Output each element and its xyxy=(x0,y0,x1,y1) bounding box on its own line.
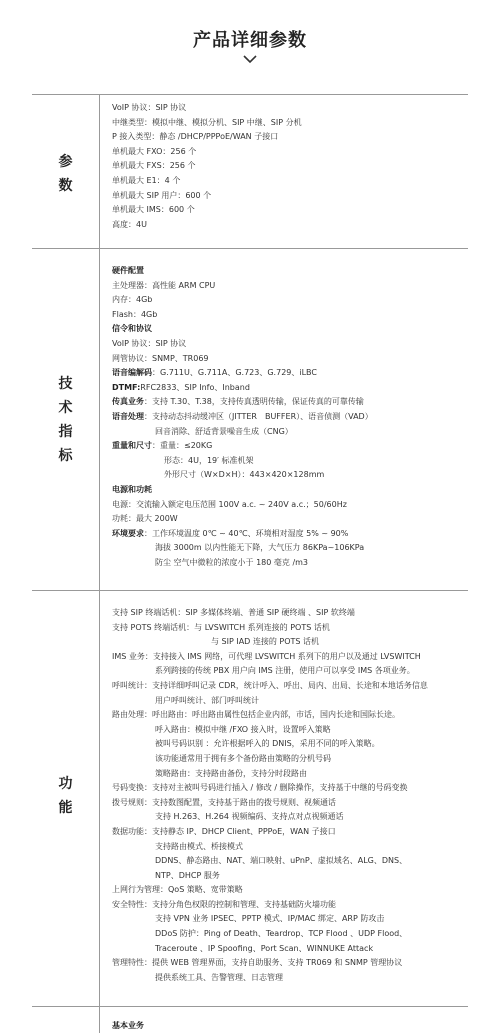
func-line: 路由处理：呼出路由：呼出路由属性包括企业内部，市话，国内长途和国际长途。 xyxy=(112,710,400,720)
label-char: 功 xyxy=(58,776,73,792)
divider xyxy=(99,94,100,248)
func-line: 安全特性：支持分角色权限的控制和管理、支持基础防火墙功能 xyxy=(112,899,336,909)
func-line: DDoS 防护：Ping of Death、Teardrop、TCP Flood 、UDP Flood、 xyxy=(155,929,408,939)
divider xyxy=(99,1006,100,1033)
func-list xyxy=(112,606,467,985)
func-line: 支持路由模式、桥接模式 xyxy=(155,841,243,851)
func-line: 号码变换：支持对主被叫号码进行插入 / 修改 / 删除操作，支持基于中继的号码变换 xyxy=(112,783,408,793)
divider xyxy=(32,1006,468,1007)
tech-weight xyxy=(112,439,467,454)
fax-value: ：支持 T.30、T.38，支持传真透明传输，保证传真的可靠传输 xyxy=(144,397,364,407)
codec-label: 语音编解码 xyxy=(112,368,152,378)
tech-power-in: 电源：交流输入额定电压范围 100V a.c. ~ 240V a.c.；50/60Hz xyxy=(112,499,347,509)
func-line: IMS 业务：支持接入 IMS 网络，可代理 LVSWITCH 系列下的用户以及通过 LVSWITCH xyxy=(112,651,421,661)
tech-dtmf xyxy=(112,381,467,396)
tech-cpu: 主处理器：高性能 ARM CPU xyxy=(112,280,216,290)
tech-voice xyxy=(112,410,467,425)
label-char: 术 xyxy=(58,400,73,416)
func-line: 用户呼叫统计、部门呼叫统计 xyxy=(155,695,259,705)
param-ims: 单机最大 IMS：600 个 xyxy=(112,205,195,215)
func-line: 支持 SIP 终端话机：SIP 多媒体终端、普通 SIP 硬终端 、SIP 软终端 xyxy=(112,608,355,617)
func-line: 拨号规则：支持数图配置，支持基于路由的拨号规则、视频通话 xyxy=(112,797,336,807)
basic-list xyxy=(112,1019,467,1033)
tech-dims: 外形尺寸（W×D×H）：443×420×128mm xyxy=(164,470,325,480)
func-line: 管理特性：提供 WEB 管理界面，支持自助服务、支持 TR069 和 SNMP 管理协议 xyxy=(112,958,403,968)
tech-voip: VoIP 协议：SIP 协议 xyxy=(112,338,187,348)
params-list xyxy=(112,101,467,232)
func-line: 该功能通常用于拥有多个备份路由策略的分机号码 xyxy=(155,753,331,763)
func-line: 上网行为管理：QoS 策略、宽带策略 xyxy=(112,885,243,895)
tech-voice-2: 回音消除、舒适背景噪音生成（CNG） xyxy=(155,426,293,436)
label-char: 指 xyxy=(58,424,73,440)
label-char: 参 xyxy=(58,154,73,170)
tech-power-max: 功耗：最大 200W xyxy=(112,514,178,524)
param-e1: 单机最大 E1：4 个 xyxy=(112,175,181,185)
func-line: NTP、DHCP 服务 xyxy=(155,870,220,880)
func-line: 数据功能：支持静态 IP、DHCP Client、PPPoE，WAN 子接口 xyxy=(112,826,336,836)
func-line: DDNS、静态路由、NAT、端口映射、uPnP、虚拟域名、ALG、DNS、 xyxy=(155,856,408,866)
func-line: 与 SIP IAD 连接的 POTS 话机 xyxy=(211,637,320,647)
tech-fax xyxy=(112,395,467,410)
func-line: 呼入路由：模拟中继 /FXO 接入时，设置呼入策略 xyxy=(155,724,331,734)
chevron-down-icon[interactable] xyxy=(243,54,257,64)
tech-env xyxy=(112,527,467,542)
dtmf-label: DTMF: xyxy=(112,382,141,392)
func-line: 提供系统工具、告警管理、日志管理 xyxy=(155,972,283,982)
param-fxs: 单机最大 FXS：256 个 xyxy=(112,161,196,171)
func-line: 策略路由：支持路由备份，支持分时段路由 xyxy=(155,768,307,778)
divider xyxy=(32,590,468,591)
sig-heading: 信令和协议 xyxy=(112,324,152,334)
voice-label: 语音处理 xyxy=(112,411,144,421)
section-label-tech xyxy=(32,372,99,468)
weight-value: ：重量：≤20KG xyxy=(152,441,213,451)
param-height: 高度：4U xyxy=(112,219,147,229)
dtmf-value: RFC2833、SIP Info、Inband xyxy=(140,382,250,392)
label-char: 标 xyxy=(58,448,73,464)
func-line: 被叫号码识别 ：允许根据呼入的 DNIS，采用不同的呼入策略。 xyxy=(155,739,380,749)
divider xyxy=(99,248,100,590)
label-char: 技 xyxy=(58,376,73,392)
tech-netproto: 网管协议：SNMP、TR069 xyxy=(112,353,209,363)
section-label-params xyxy=(32,150,99,198)
tech-flash: Flash：4Gb xyxy=(112,309,158,319)
weight-label: 重量和尺寸 xyxy=(112,441,152,451)
func-line: 支持 VPN 业务 IPSEC、PPTP 模式、IP/MAC 绑定、ARP 防攻击 xyxy=(155,914,385,924)
func-line: 系列跨接的传统 PBX 用户向 IMS 注册，使用户可以享受 IMS 各项业务。 xyxy=(155,666,415,676)
label-char: 数 xyxy=(58,178,73,194)
basic-heading: 基本业务 xyxy=(112,1021,144,1030)
divider xyxy=(32,94,468,95)
power-heading: 电源和功耗 xyxy=(112,484,152,494)
param-sip-users: 单机最大 SIP 用户：600 个 xyxy=(112,190,212,200)
divider xyxy=(99,590,100,1006)
hw-heading: 硬件配置 xyxy=(112,266,144,275)
param-access: P 接入类型：静态 /DHCP/PPPoE/WAN 子接口 xyxy=(112,132,279,142)
tech-codec xyxy=(112,366,467,381)
param-trunk: 中继类型：模拟中继、模拟分机、SIP 中继、SIP 分机 xyxy=(112,117,302,127)
fax-label: 传真业务 xyxy=(112,397,144,407)
func-line: Traceroute 、IP Spoofing、Port Scan、WINNUKE Attack xyxy=(155,943,374,953)
tech-env-3: 防尘 空气中微粒的浓度小于 180 毫克 /m3 xyxy=(155,557,309,567)
label-char: 能 xyxy=(58,800,73,816)
codec-value: ：G.711U、G.711A、G.723、G.729、iLBC xyxy=(152,368,317,378)
func-line: 呼叫统计：支持详细呼叫记录 CDR，统计呼入、呼出、局内、出局、长途和本地话务信息 xyxy=(112,680,428,690)
tech-mem: 内存：4Gb xyxy=(112,295,153,305)
tech-list xyxy=(112,264,467,570)
param-fxo: 单机最大 FXO：256 个 xyxy=(112,146,197,156)
env-label: 环境要求 xyxy=(112,528,144,538)
func-line: 支持 H.263、H.264 视频编码、支持点对点视频通话 xyxy=(155,812,344,822)
env-value: ：工作环境温度 0℃ ~ 40℃、环境相对湿度 5% ~ 90% xyxy=(144,528,349,538)
param-voip: VoIP 协议：SIP 协议 xyxy=(112,103,187,112)
voice-value: ：支持动态抖动缓冲区（JITTER BUFFER）、语音侦测（VAD） xyxy=(144,411,373,421)
page-title: 产品详细参数 xyxy=(193,30,307,51)
tech-env-2: 海拔 3000m 以内性能无下降，大气压力 86KPa~106KPa xyxy=(155,543,365,553)
tech-shape: 形态：4U，19′ 标准机架 xyxy=(164,455,254,465)
divider xyxy=(32,248,468,249)
func-line: 支持 POTS 终端话机：与 LVSWITCH 系列连接的 POTS 话机 xyxy=(112,622,330,632)
section-label-func xyxy=(32,772,99,820)
